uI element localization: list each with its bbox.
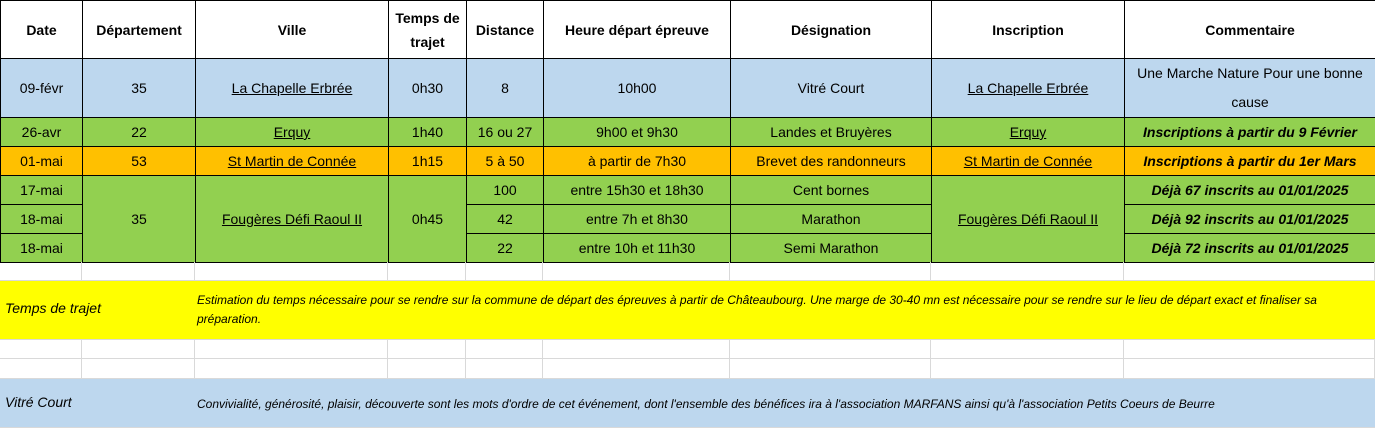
cell-heure[interactable]: 9h00 et 9h30 (544, 118, 731, 147)
cell-date[interactable]: 18-mai (1, 205, 83, 234)
empty-cell[interactable] (730, 262, 931, 281)
cell-temps[interactable]: 1h15 (389, 147, 467, 176)
empty-cell[interactable] (931, 262, 1124, 281)
empty-cell[interactable] (0, 340, 82, 359)
cell-distance[interactable]: 100 (467, 176, 544, 205)
header-distance[interactable]: Distance (467, 1, 544, 59)
cell-designation[interactable]: Marathon (731, 205, 932, 234)
note-text: Convivialité, générosité, plaisir, découverte sont les mots d'ordre de cet événement, dont l'ensemble des bénéfices ira à l'association MARFANS ainsi qu'à l'association Petits Coeurs de Beurre (197, 397, 1215, 411)
empty-cell[interactable] (82, 340, 195, 359)
cell-distance[interactable]: 42 (467, 205, 544, 234)
cell-commentaire[interactable]: Déjà 72 inscrits au 01/01/2025 (1125, 234, 1375, 263)
cell-commentaire[interactable]: Une Marche Nature Pour une bonne cause (1125, 59, 1375, 118)
cell-date[interactable]: 17-mai (1, 176, 83, 205)
cell-ville-link[interactable]: St Martin de Connée (196, 147, 389, 176)
empty-cell[interactable] (730, 340, 931, 359)
table-row (1, 59, 1375, 118)
cell-date[interactable]: 18-mai (1, 234, 83, 263)
cell-designation[interactable]: Landes et Bruyères (731, 118, 932, 147)
cell-ville-link[interactable]: La Chapelle Erbrée (196, 59, 389, 118)
empty-cell[interactable] (543, 262, 730, 281)
cell-temps[interactable]: 1h40 (389, 118, 467, 147)
cell-date[interactable]: 09-févr (1, 59, 83, 118)
empty-cell[interactable] (466, 262, 543, 281)
header-commentaire[interactable]: Commentaire (1125, 1, 1375, 59)
cell-commentaire[interactable]: Inscriptions à partir du 1er Mars (1125, 147, 1375, 176)
cell-inscription-link[interactable]: La Chapelle Erbrée (932, 59, 1125, 118)
note-vitre-court[interactable] (0, 379, 1375, 428)
header-designation[interactable]: Désignation (731, 1, 932, 59)
cell-designation[interactable]: Vitré Court (731, 59, 932, 118)
cell-dept[interactable]: 22 (83, 118, 196, 147)
cell-inscription-link[interactable]: St Martin de Connée (932, 147, 1125, 176)
empty-cell[interactable] (931, 340, 1124, 359)
cell-dept[interactable]: 53 (83, 147, 196, 176)
cell-ville-link-merged[interactable]: Fougères Défi Raoul II (196, 176, 389, 263)
empty-cell[interactable] (195, 340, 388, 359)
cell-dept-merged[interactable]: 35 (83, 176, 196, 263)
cell-inscription-link[interactable]: Erquy (932, 118, 1125, 147)
cell-heure[interactable]: 10h00 (544, 59, 731, 118)
empty-cell[interactable] (543, 359, 730, 379)
note-temps-de-trajet[interactable] (0, 281, 1375, 340)
empty-cell[interactable] (82, 262, 195, 281)
note-label: Vitré Court (5, 394, 72, 410)
empty-cell[interactable] (1124, 262, 1375, 281)
note-label: Temps de trajet (5, 300, 101, 316)
table-row (1, 176, 1375, 205)
empty-cell[interactable] (195, 262, 388, 281)
cell-commentaire[interactable]: Inscriptions à partir du 9 Février (1125, 118, 1375, 147)
cell-heure[interactable]: à partir de 7h30 (544, 147, 731, 176)
cell-designation[interactable]: Semi Marathon (731, 234, 932, 263)
cell-temps[interactable]: 0h30 (389, 59, 467, 118)
cell-inscription-link-merged[interactable]: Fougères Défi Raoul II (932, 176, 1125, 263)
header-inscription[interactable]: Inscription (932, 1, 1125, 59)
cell-commentaire[interactable]: Déjà 67 inscrits au 01/01/2025 (1125, 176, 1375, 205)
cell-distance[interactable]: 16 ou 27 (467, 118, 544, 147)
empty-row (0, 340, 1375, 359)
header-row (1, 1, 1375, 59)
cell-heure[interactable]: entre 10h et 11h30 (544, 234, 731, 263)
note-text: Estimation du temps nécessaire pour se rendre sur la commune de départ des épreuves à partir de Châteaubourg. Une marge de 30-40 mn est nécessaire pour se rendre sur le lieu de départ exact et finaliser sa préparation. (197, 293, 1317, 326)
empty-cell[interactable] (543, 340, 730, 359)
cell-distance[interactable]: 22 (467, 234, 544, 263)
header-departement[interactable]: Département (83, 1, 196, 59)
table-row (1, 147, 1375, 176)
empty-cell[interactable] (1124, 359, 1375, 379)
empty-cell[interactable] (388, 359, 466, 379)
empty-cell[interactable] (931, 359, 1124, 379)
header-heure[interactable]: Heure départ épreuve (544, 1, 731, 59)
cell-designation[interactable]: Brevet des randonneurs (731, 147, 932, 176)
header-ville[interactable]: Ville (196, 1, 389, 59)
empty-cell[interactable] (0, 262, 82, 281)
empty-cell[interactable] (388, 262, 466, 281)
empty-row (0, 359, 1375, 379)
cell-date[interactable]: 26-avr (1, 118, 83, 147)
cell-distance[interactable]: 8 (467, 59, 544, 118)
empty-cell[interactable] (730, 359, 931, 379)
empty-cell[interactable] (466, 359, 543, 379)
empty-cell[interactable] (195, 359, 388, 379)
empty-cell[interactable] (1124, 340, 1375, 359)
cell-heure[interactable]: entre 15h30 et 18h30 (544, 176, 731, 205)
empty-cell[interactable] (388, 340, 466, 359)
header-date[interactable]: Date (1, 1, 83, 59)
empty-cell[interactable] (0, 359, 82, 379)
table-row (1, 118, 1375, 147)
cell-temps-merged[interactable]: 0h45 (389, 176, 467, 263)
cell-distance[interactable]: 5 à 50 (467, 147, 544, 176)
empty-cell[interactable] (466, 340, 543, 359)
empty-cell[interactable] (82, 359, 195, 379)
cell-dept[interactable]: 35 (83, 59, 196, 118)
cell-designation[interactable]: Cent bornes (731, 176, 932, 205)
cell-heure[interactable]: entre 7h et 8h30 (544, 205, 731, 234)
cell-date[interactable]: 01-mai (1, 147, 83, 176)
header-temps[interactable]: Temps de trajet (389, 1, 467, 59)
empty-row (0, 262, 1375, 281)
cell-commentaire[interactable]: Déjà 92 inscrits au 01/01/2025 (1125, 205, 1375, 234)
cell-ville-link[interactable]: Erquy (196, 118, 389, 147)
